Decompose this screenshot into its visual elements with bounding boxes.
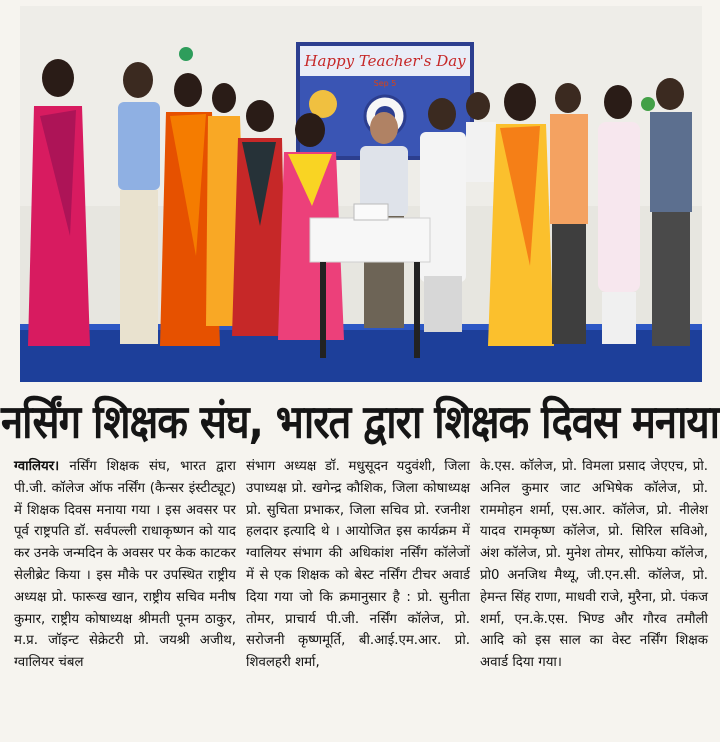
headline: नर्सिंग शिक्षक संघ, भारत द्वारा शिक्षक दिवस मनाया (0, 395, 720, 449)
banner-title: Happy Teacher's Day (304, 52, 466, 70)
column-3-text: के.एस. कॉलेज, प्रो. विमला प्रसाद जेएएच, प्रो. अनिल कुमार जाट अभिषेक कॉलेज, प्रो. राममोहन शर्मा, एस.आर. कॉलेज, प्रो. नीलेश यादव रामकृष्ण कॉलेज, प्रो. सिरिल सविओ, अंश कॉलेज, प्रो. मुनेश तोमर, सोफिया कॉलेज, प्रो0 अनजिथ मैथ्यू, जी.एन.सी. कॉलेज, प्रो. हेमन्त सिंह राणा, माधवी राजे, मुरैना, प्रो. पंकज शर्मा, एन.के.एस. भिण्ड और गौरव तमौली आदि को इस साल का वेस्ट नर्सिंग शिक्षक अवार्ड दिया गया। (480, 459, 708, 671)
article-column-1 (14, 456, 236, 736)
article-column-3 (480, 456, 708, 736)
column-1-text: नर्सिंग शिक्षक संघ, भारत द्वारा पी.जी. कॉलेज ऑफ नर्सिंग (कैन्सर इंस्टीट्यूट) में शिक्षक दिवस मनाया गया । इस अवसर पर पूर्व राष्ट्रपति डॉ. सर्वपल्ली राधाकृष्णन को याद कर उनके जन्मदिन के अवसर पर केक काटकर सेलीब्रेट किया । इस मौके पर उपस्थित राष्ट्रीय अध्यक्ष प्रो. फारूख खान, राष्ट्रीय सचिव मनीष कुमार, राष्ट्रीय कोषाध्यक्ष श्रीमती पूनम ठाकुर, म.प्र. जॉइन्ट सेक्रेटरी प्रो. जयश्री अजीथ, ग्वालियर चंबल (14, 459, 236, 671)
column-2-text: संभाग अध्यक्ष डॉ. मधुसूदन यदुवंशी, जिला उपाध्यक्ष प्रो. खगेन्द्र कौशिक, जिला कोषाध्यक्ष प्रो. सुचिता प्रभाकर, जिला सचिव प्रो. रजनीश हलदार इत्यादि थे । आयोजित इस कार्यक्रम में ग्वालियर संभाग की अधिकांश नर्सिंग कॉलेजों में से एक शिक्षक को बेस्ट नर्सिंग टीचर अवार्ड दिया गया जो कि क्रमानुसार है : प्रो. सुनीता तोमर, प्राचार्य पी.जी. नर्सिंग कॉलेज, प्रो. सरोजनी कृष्णमूर्ति, बी.आई.एम.आर. प्रो. शिवलहरी शर्मा, (246, 459, 470, 671)
event-photo (20, 6, 702, 382)
banner-date: Sep 5 (373, 79, 397, 88)
article-column-2 (246, 456, 470, 736)
dateline: ग्वालियर। (14, 459, 60, 474)
teachers-day-photo-illustration (20, 6, 702, 382)
article-body (14, 456, 708, 736)
